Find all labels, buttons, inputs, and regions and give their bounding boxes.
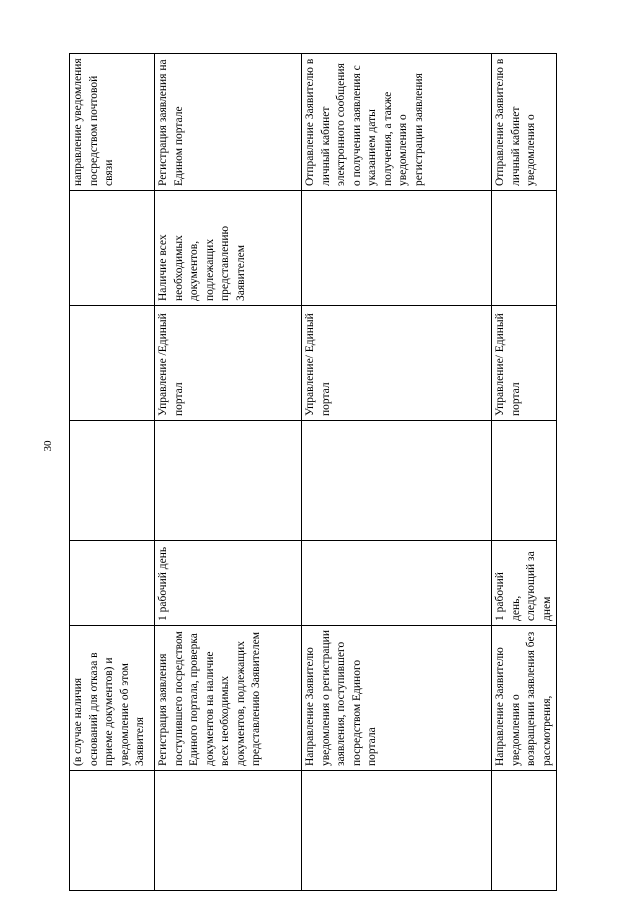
table-cell xyxy=(70,541,155,626)
table-row xyxy=(70,54,155,891)
table-cell xyxy=(70,771,155,891)
table-cell xyxy=(70,421,155,541)
table-cell: направление уведомления посредством почтовой связи xyxy=(70,54,155,191)
table-cell xyxy=(70,306,155,421)
table-cell xyxy=(155,421,302,541)
table-cell: (в случае наличия оснований для отказа в приеме документов) и уведомление об этом Заявителя xyxy=(70,626,155,771)
table-cell: 1 рабочий день xyxy=(155,541,302,626)
table-row xyxy=(492,54,557,891)
table-cell xyxy=(492,421,557,541)
table-cell: Отправление Заявителю в личный кабинет уведомления о xyxy=(492,54,557,191)
table-cell xyxy=(302,771,492,891)
table-row xyxy=(155,54,302,891)
table-cell xyxy=(302,191,492,306)
table-cell xyxy=(70,191,155,306)
table-cell: Управление /Единый портал xyxy=(155,306,302,421)
table-cell xyxy=(492,191,557,306)
procedure-table xyxy=(69,53,557,891)
table-cell: 1 рабочий день, следующий за днем xyxy=(492,541,557,626)
table-row xyxy=(302,54,492,891)
table-cell: Регистрация заявления на Едином портале xyxy=(155,54,302,191)
table-cell: Направление Заявителю уведомления о возвращении заявления без рассмотрения, xyxy=(492,626,557,771)
rotated-table-container xyxy=(69,54,553,891)
table-cell xyxy=(302,421,492,541)
table-cell xyxy=(302,541,492,626)
table-cell xyxy=(492,771,557,891)
table-cell: Управление/ Единый портал xyxy=(302,306,492,421)
page-number: 30 xyxy=(42,440,54,452)
table-cell: Направление Заявителю уведомления о регистрации заявления, поступившего посредством Единого портала xyxy=(302,626,492,771)
table-cell: Регистрация заявления поступившего посредством Единого портала, проверка документов на наличие всех необходимых документов, подлежащих представлению Заявителем xyxy=(155,626,302,771)
table-cell: Управление/ Единый портал xyxy=(492,306,557,421)
table-cell: Наличие всех необходимых документов, подлежащих представлению Заявителем xyxy=(155,191,302,306)
table-cell xyxy=(155,771,302,891)
table-cell: Отправление Заявителю в личный кабинет электронного сообщения о получении заявления с указанием даты получения, а также уведомления о регистрации заявления xyxy=(302,54,492,191)
